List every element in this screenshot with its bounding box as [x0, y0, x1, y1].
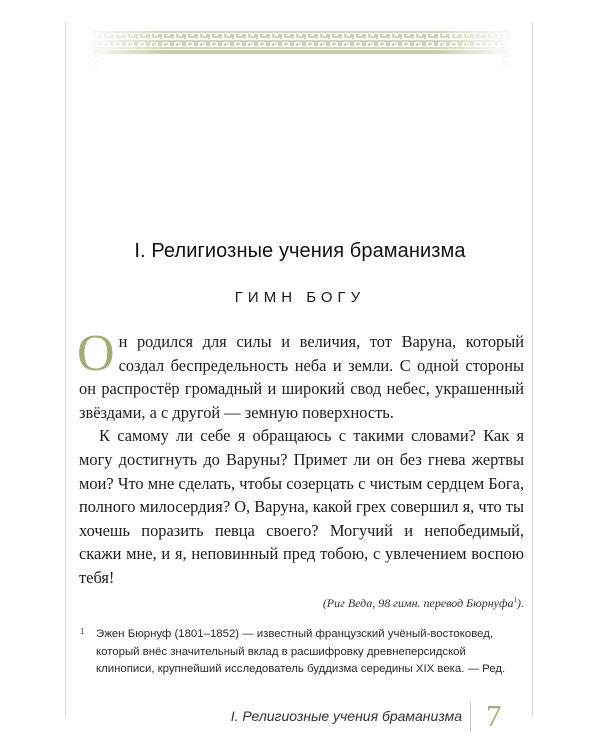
greek-key-border-ornament-icon: [88, 20, 512, 76]
paragraph-1-text: н родился для силы и величия, тот Варуна, который создал беспредельность неба и земли. С одной стороны он распростёр громадный и широкий свод небес, украшенный звёздами, а с другой — земную поверхность.: [79, 332, 524, 422]
right-margin-rule: [532, 22, 533, 717]
drop-cap: О: [77, 325, 115, 382]
source-end: ).: [517, 596, 524, 610]
hymn-text: [77, 325, 524, 590]
page-number: 7: [486, 698, 502, 733]
footnote-text: Эжен Бюрнуф (1801–1852) — известный французский учёный-востоковед, который внёс значительный вклад в расшифровку древнеперсидской клинописи, крупнейший исследователь буддизма середины XIX века. — Ред.: [96, 628, 506, 675]
source-text: (Риг Веда, 98 гимн. перевод Бюрнуфа: [322, 596, 514, 610]
hymn-title: ГИМН БОГУ: [234, 289, 366, 306]
footer-divider: [470, 702, 471, 732]
left-margin-rule: [65, 22, 66, 717]
source-footnote-mark: 1: [513, 596, 517, 604]
footnote-mark: 1: [80, 627, 85, 636]
hymn-paragraph-2: К самому ли себе я обращаюсь с такими словами? Как я могу достигнуть до Варуны? Примет ли он без гнева жертвы мои? Что мне сделать, чтобы созерцать с чистым сердцем Бога, полного милосердия? О, Варуна, какой грех совершил я, что ты хочешь поразить певца своего? Могучий и непобедимый, скажи мне, и я, неповинный пред тобою, с увлечением воспою тебя!: [79, 426, 524, 587]
chapter-title: I. Религиозные учения браманизма: [134, 240, 466, 262]
running-footer-title: I. Религиозные учения браманизма: [230, 708, 462, 724]
hymn-paragraph-1: [77, 325, 524, 424]
source-citation: [0, 596, 524, 611]
